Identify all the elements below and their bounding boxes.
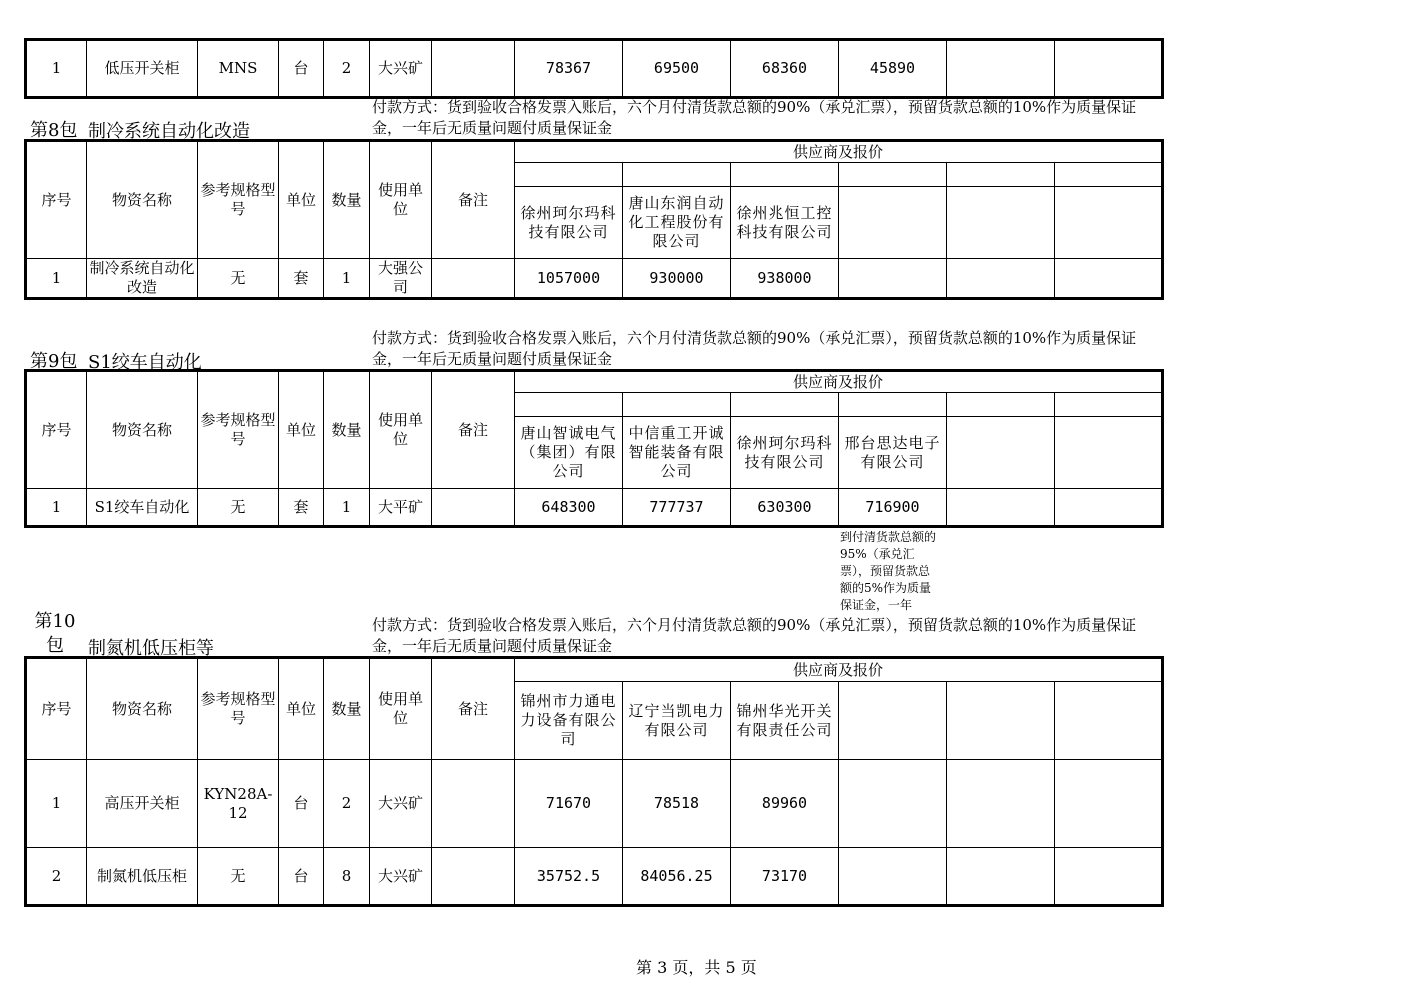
price-cell: 777737: [623, 489, 731, 527]
item-remark: [432, 848, 515, 906]
row-no: 1: [26, 40, 87, 98]
item-unit: 套: [279, 259, 324, 299]
item-remark: [432, 760, 515, 848]
pkg9-payment-terms: 付款方式：货到验收合格发票入账后，六个月付清货款总额的90%（承兑汇票），预留货款总额的10%作为质量保证金，一年后无质量问题付质量保证金: [372, 329, 1137, 368]
supplier-name: 锦州华光开关有限责任公司: [731, 682, 839, 760]
price-cell: 73170: [731, 848, 839, 906]
price-cell: [839, 760, 947, 848]
header-name: 物资名称: [87, 141, 198, 259]
header-unit: 单位: [279, 141, 324, 259]
price-cell: [1055, 848, 1163, 906]
supplier-name: 中信重工开诚智能装备有限公司: [623, 417, 731, 489]
price-cell: [947, 40, 1055, 98]
item-site: 大兴矿: [370, 760, 432, 848]
header-name: 物资名称: [87, 371, 198, 489]
price-cell: 35752.5: [515, 848, 623, 906]
pkg9-title-no: 第9包: [30, 351, 78, 372]
price-cell: 630300: [731, 489, 839, 527]
price-cell: [1055, 489, 1163, 527]
pkg8-title-name: 制冷系统自动化改造: [88, 121, 250, 142]
pkg10-title-name: 制氮机低压柜等: [88, 638, 214, 659]
price-cell: 89960: [731, 760, 839, 848]
price-cell: 78518: [623, 760, 731, 848]
header-site: 使用单位: [370, 658, 432, 760]
item-site: 大强公司: [370, 259, 432, 299]
supplier-name: 徐州兆恒工控科技有限公司: [731, 187, 839, 259]
price-cell: [947, 259, 1055, 299]
header-site: 使用单位: [370, 141, 432, 259]
supplier-name: 唐山智诚电气（集团）有限公司: [515, 417, 623, 489]
item-remark: [432, 40, 515, 98]
supplier-name: 徐州珂尔玛科技有限公司: [731, 417, 839, 489]
pkg10-table: [24, 656, 1164, 907]
header-name: 物资名称: [87, 658, 198, 760]
item-qty: 2: [324, 760, 370, 848]
item-spec: 无: [198, 848, 279, 906]
header-supplier-quotes: 供应商及报价: [515, 371, 1163, 393]
supplier-name: [1055, 187, 1163, 259]
header-qty: 数量: [324, 371, 370, 489]
supplier-name: 锦州市力通电力设备有限公司: [515, 682, 623, 760]
price-cell: 1057000: [515, 259, 623, 299]
top-table: [24, 38, 1164, 99]
supplier-name: [947, 682, 1055, 760]
item-qty: 1: [324, 489, 370, 527]
supplier-name: [1055, 682, 1163, 760]
pkg8-table: [24, 139, 1164, 300]
price-cell: 69500: [623, 40, 731, 98]
pkg8-payment-terms: 付款方式：货到验收合格发票入账后，六个月付清货款总额的90%（承兑汇票），预留货款总额的10%作为质量保证金，一年后无质量问题付质量保证金: [372, 98, 1137, 137]
header-unit: 单位: [279, 371, 324, 489]
item-site: 大平矿: [370, 489, 432, 527]
price-cell: 716900: [839, 489, 947, 527]
header-spec: 参考规格型号: [198, 371, 279, 489]
supplier-name: [947, 187, 1055, 259]
price-cell: [1055, 259, 1163, 299]
item-qty: 2: [324, 40, 370, 98]
pkg8-title-no: 第8包: [30, 120, 78, 141]
header-site: 使用单位: [370, 371, 432, 489]
header-no: 序号: [26, 658, 87, 760]
supplier-name: 徐州珂尔玛科技有限公司: [515, 187, 623, 259]
row-no: 1: [26, 760, 87, 848]
table-row: [26, 40, 1163, 98]
price-cell: 648300: [515, 489, 623, 527]
price-cell: 71670: [515, 760, 623, 848]
header-no: 序号: [26, 371, 87, 489]
item-name: S1绞车自动化: [87, 489, 198, 527]
item-unit: 台: [279, 848, 324, 906]
header-qty: 数量: [324, 141, 370, 259]
item-spec: KYN28A-12: [198, 760, 279, 848]
pkg10-payment-terms: 付款方式：货到验收合格发票入账后，六个月付清货款总额的90%（承兑汇票），预留货款总额的10%作为质量保证金，一年后无质量问题付质量保证金: [372, 616, 1137, 655]
item-unit: 台: [279, 40, 324, 98]
pkg9-overflow-note: 到付清货款总额的95%（承兑汇票），预留货款总额的5%作为质量保证金，一年: [840, 530, 937, 612]
table-row: [26, 760, 1163, 848]
item-unit: 台: [279, 760, 324, 848]
supplier-name: [1055, 417, 1163, 489]
header-unit: 单位: [279, 658, 324, 760]
item-name: 低压开关柜: [87, 40, 198, 98]
price-cell: [947, 760, 1055, 848]
price-cell: [1055, 40, 1163, 98]
item-spec: 无: [198, 259, 279, 299]
page-number: 第 3 页，共 5 页: [636, 958, 757, 977]
item-qty: 8: [324, 848, 370, 906]
row-no: 1: [26, 489, 87, 527]
item-name: 制冷系统自动化改造: [87, 259, 198, 299]
table-row: [26, 259, 1163, 299]
item-unit: 套: [279, 489, 324, 527]
supplier-name: 邢台思达电子有限公司: [839, 417, 947, 489]
header-supplier-quotes: 供应商及报价: [515, 658, 1163, 682]
item-remark: [432, 259, 515, 299]
supplier-name: [839, 187, 947, 259]
table-row: [26, 848, 1163, 906]
item-name: 高压开关柜: [87, 760, 198, 848]
header-spec: 参考规格型号: [198, 658, 279, 760]
item-site: 大兴矿: [370, 848, 432, 906]
price-cell: [947, 489, 1055, 527]
item-spec: MNS: [198, 40, 279, 98]
header-spec: 参考规格型号: [198, 141, 279, 259]
item-name: 制氮机低压柜: [87, 848, 198, 906]
price-cell: 45890: [839, 40, 947, 98]
price-cell: 930000: [623, 259, 731, 299]
row-no: 2: [26, 848, 87, 906]
pkg9-table: [24, 369, 1164, 528]
header-remark: 备注: [432, 141, 515, 259]
header-no: 序号: [26, 141, 87, 259]
header-remark: 备注: [432, 371, 515, 489]
price-cell: 68360: [731, 40, 839, 98]
row-no: 1: [26, 259, 87, 299]
header-qty: 数量: [324, 658, 370, 760]
item-qty: 1: [324, 259, 370, 299]
supplier-name: 辽宁当凯电力有限公司: [623, 682, 731, 760]
price-cell: 78367: [515, 40, 623, 98]
price-cell: [1055, 760, 1163, 848]
item-remark: [432, 489, 515, 527]
price-cell: 938000: [731, 259, 839, 299]
price-cell: [839, 259, 947, 299]
pkg9-title-name: S1绞车自动化: [88, 352, 202, 373]
price-cell: [839, 848, 947, 906]
price-cell: [947, 848, 1055, 906]
item-site: 大兴矿: [370, 40, 432, 98]
pkg10-title-no: 第10包: [34, 611, 76, 656]
supplier-name: [947, 417, 1055, 489]
header-remark: 备注: [432, 658, 515, 760]
supplier-name: [839, 682, 947, 760]
price-cell: 84056.25: [623, 848, 731, 906]
supplier-name: 唐山东润自动化工程股份有限公司: [623, 187, 731, 259]
item-spec: 无: [198, 489, 279, 527]
header-supplier-quotes: 供应商及报价: [515, 141, 1163, 163]
table-row: [26, 489, 1163, 527]
